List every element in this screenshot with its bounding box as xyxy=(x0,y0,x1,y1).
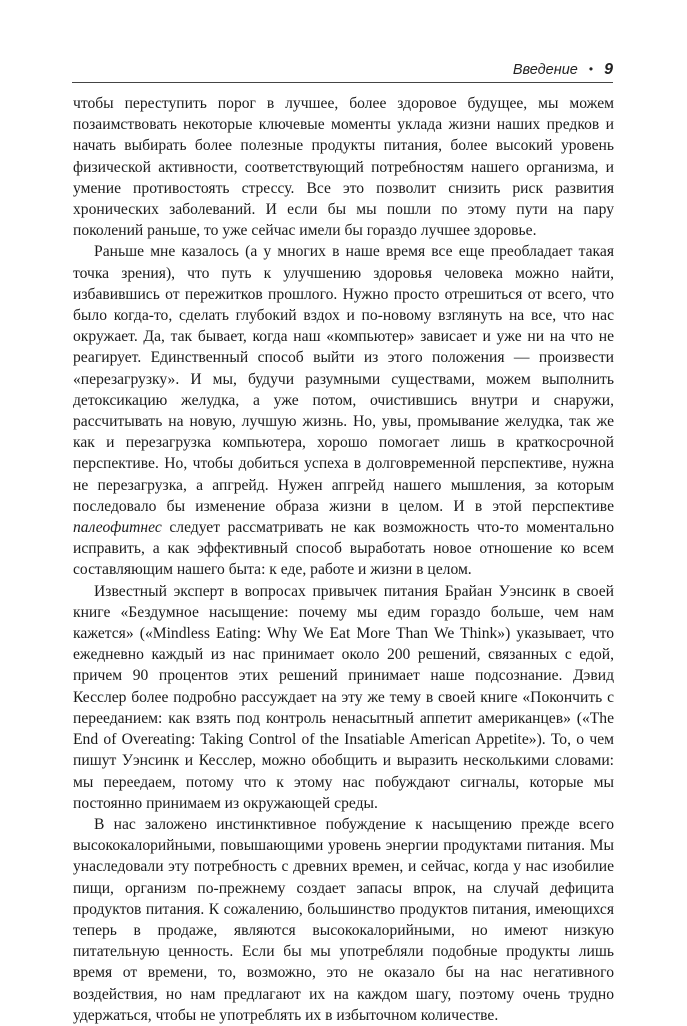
paragraph-2 xyxy=(73,241,614,580)
italic-term-paleofitness: палеофитнес xyxy=(73,519,162,537)
paragraph-4: В нас заложено инстинктивное побуждение к насыщению прежде всего высококалорийными, повышающими уровень энергии продуктами питания. Мы унаследовали эту потребность с древних времен, и сейчас, когда у нас изобилие пищи, организм по-прежнему создает запасы впрок, на случай дефицита продуктов питания. К сожалению, большинство продуктов питания, имеющихся теперь в продаже, являются высококалорийными, но имеют низкую питательную ценность. Если бы мы употребляли подобные продукты лишь время от времени, то, возможно, это не оказало бы на нас негативного воздействия, но нам предлагают их на каждом шагу, поэтому очень трудно удержаться, чтобы не употреблять их в избыточном количестве. xyxy=(73,815,614,1024)
section-title: Введение xyxy=(512,62,578,78)
bullet-separator: • xyxy=(588,62,594,76)
page-body xyxy=(73,93,614,1026)
page-number: 9 xyxy=(604,61,613,78)
running-header xyxy=(72,60,613,83)
paragraph-3: Известный эксперт в вопросах привычек питания Брайан Уэнсинк в своей книге «Бездумное насыщение: почему мы едим гораздо больше, чем нам кажется» («Mindless Eating: Why We Eat More Than We Think») указывает, что ежедневно каждый из нас принимает около 200 решений, связанных с едой, причем 90 процентов этих решений принимает наше подсознание. Дэвид Кесслер более подробно рассуждает на эту же тему в своей книге «Покончить с перееданием: как взять под контроль ненасытный аппетит американцев» («The End of Overeating: Taking Control of the Insatiable American Appetite»). То, о чем пишут Уэнсинк и Кесслер, можно обобщить и выразить несколькими словами: мы переедаем, потому что к этому нас побуждают сигналы, которые мы постоянно принимаем из окружающей среды. xyxy=(73,582,614,812)
paragraph-1: чтобы переступить порог в лучшее, более здоровое будущее, мы можем позаимствовать некоторые ключевые моменты уклада жизни наших предков и начать выбирать более полезные продукты питания, более высокий уровень физической активности, соответствующий потребностям нашего организма, и умение противостоять стрессу. Все это позволит снизить риск развития хронических заболеваний. И если бы мы пошли по этому пути на пару поколений раньше, то уже сейчас имели бы гораздо лучшее здоровье. xyxy=(73,95,614,240)
paragraph-2-text-start: Раньше мне казалось (а у многих в наше время все еще преобладает такая точка зрения), что путь к улучшению здоровья человека можно найти, избавившись от пережитков прошлого. Нужно просто отрешиться от всего, что было когда-то, сделать глубокий вздох и по-новому взглянуть на все, что нас окружает. Да, так бывает, когда наш «компьютер» зависает и уже ни на что не реагирует. Единственный способ выйти из этого положения — произвести «перезагрузку». И мы, будучи разумными существами, можем выполнить детоксикацию желудка, а уже потом, очистившись внутри и снаружи, рассчитывать на новую, лучшую жизнь. Но, увы, промывание желудка, так же как и перезагрузка компьютера, хорошо помогает лишь в краткосрочной перспективе. Но, чтобы добиться успеха в долговременной перспективе, нужна не перезагрузка, а апгрейд. Нужен апгрейд нашего мышления, за которым последовало бы изменение образа жизни в целом. И в этой перспективе xyxy=(73,243,614,515)
paragraph-2-text-end: следует рассматривать не как возможность что-то моментально исправить, а как эффективный способ выработать новое отношение ко всем составляющим нашего быта: к еде, работе и жизни в целом. xyxy=(73,519,614,579)
